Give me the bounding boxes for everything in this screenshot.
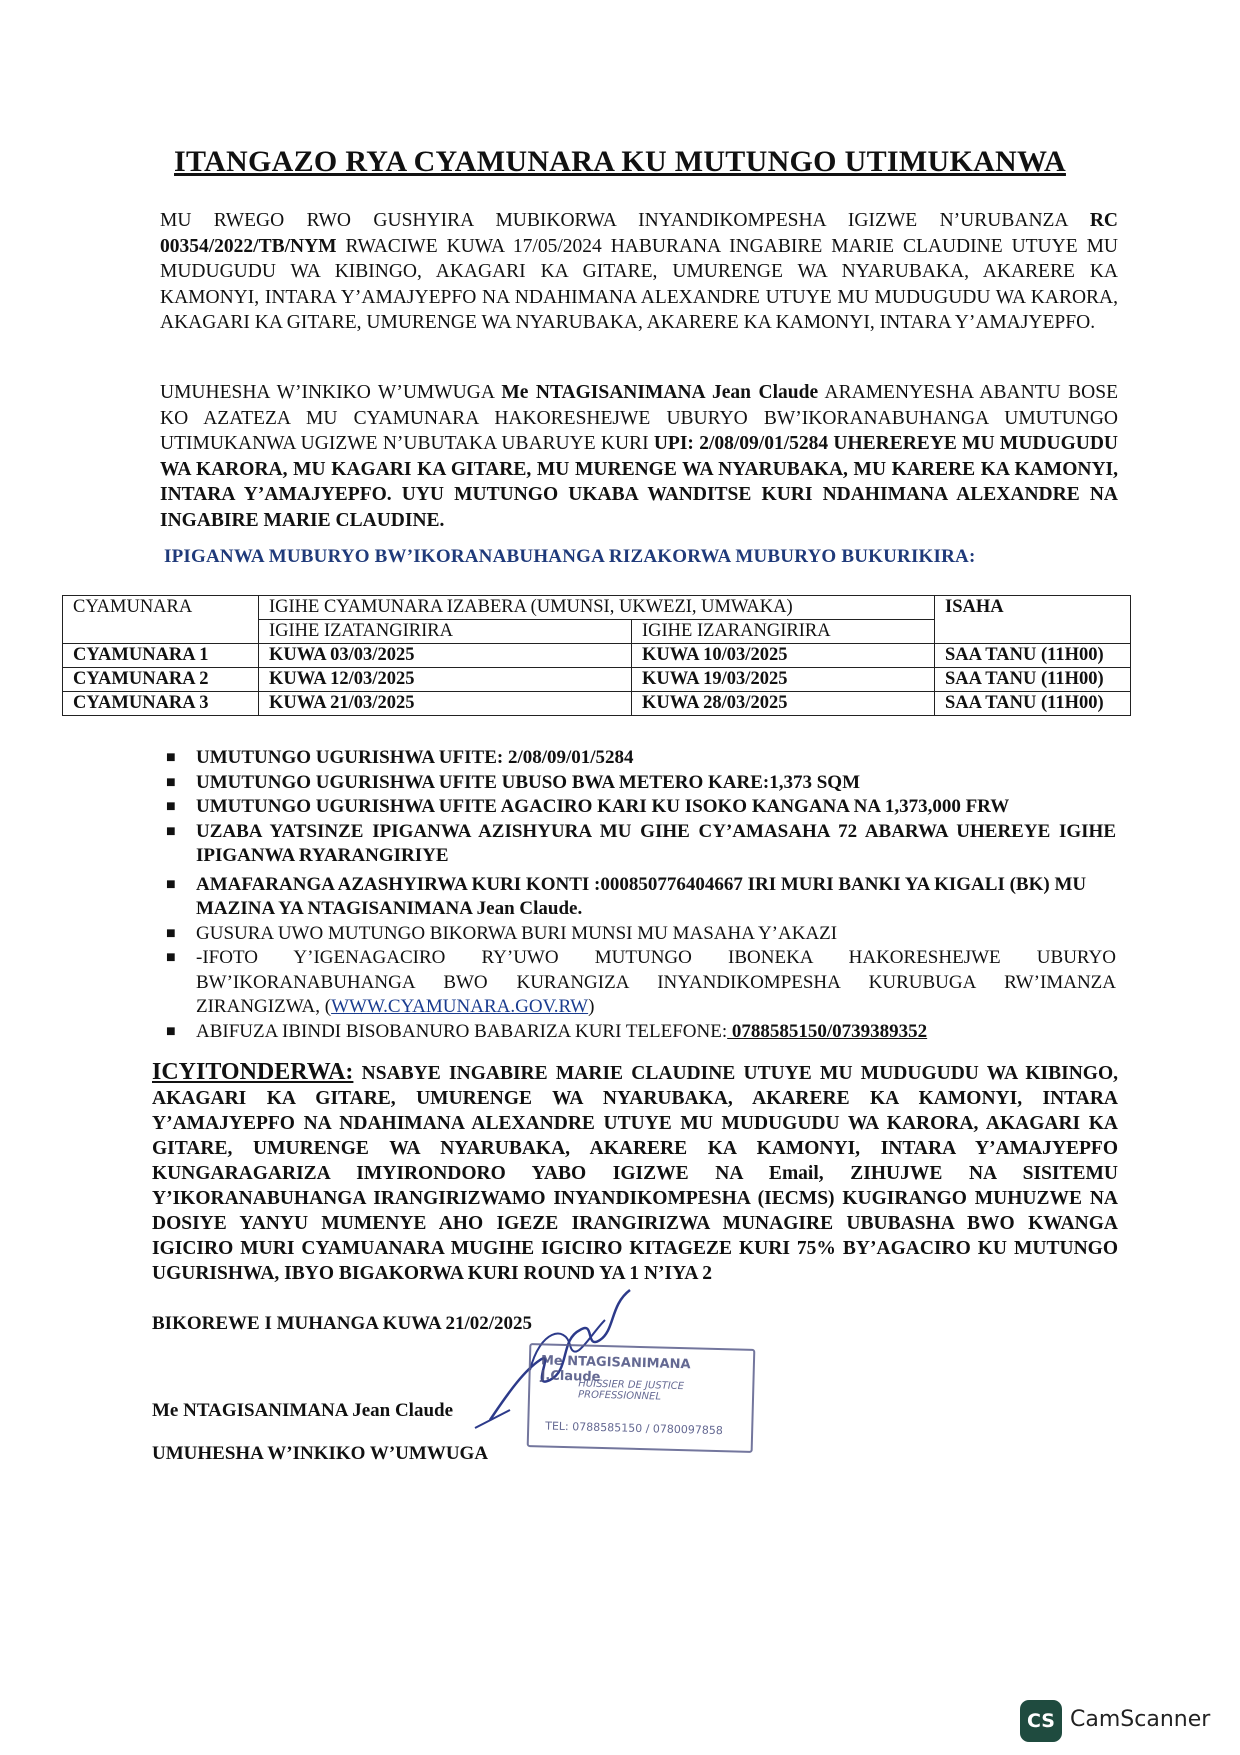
list-item xyxy=(166,771,1116,796)
announcement-paragraph xyxy=(160,380,1118,533)
stamp-phone: TEL: 0788585150 / 0780097858 xyxy=(545,1419,724,1438)
auction-schedule-table xyxy=(62,595,1131,716)
auction-start: KUWA 12/03/2025 xyxy=(259,668,632,692)
announcement-text-1: UMUHESHA W’INKIKO W’UMWUGA xyxy=(160,382,494,403)
auction-heading: IPIGANWA MUBURYO BW’IKORANABUHANGA RIZAKORWA MUBURYO BUKURIKIRA: xyxy=(164,546,976,567)
auction-name: CYAMUNARA 1 xyxy=(63,644,259,668)
intro-text-2: RWACIWE KUWA 17/05/2024 HABURANA INGABIRE MARIE CLAUDINE UTUYE MU MUDUGUDU WA KIBINGO, AKAGARI KA GITARE, UMURENGE WA NYARUBAKA, AKARERE KA KAMONYI, INTARA Y’AMAJYEPFO NA NDAHIMANA ALEXANDRE UTUYE MU MUDUGUDU WA KARORA, AKAGARI KA GITARE, UMURENGE WA NYARUBAKA, AKARERE KA KAMONYI, INTARA Y’AMAJYEPFO. xyxy=(160,235,1119,333)
list-item-text: ) xyxy=(588,996,595,1017)
auction-end: KUWA 28/03/2025 xyxy=(632,692,935,716)
bailiff-name: Me NTAGISANIMANA Jean Claude xyxy=(501,382,819,403)
auction-name: CYAMUNARA 3 xyxy=(63,692,259,716)
property-details-list xyxy=(166,746,1116,1044)
list-item xyxy=(166,922,1116,947)
list-item-text: GUSURA UWO MUTUNGO BIKORWA BURI MUNSI MU MASAHA Y’AKAZI xyxy=(196,922,838,944)
official-stamp xyxy=(527,1343,756,1453)
intro-text-1: MU RWEGO RWO GUSHYIRA MUBIKORWA INYANDIKOMPESHA IGIZWE N’URUBANZA xyxy=(160,210,1068,231)
bullet-icon: ■ xyxy=(166,875,176,893)
list-item xyxy=(166,746,1116,771)
header-start: IGIHE IZATANGIRIRA xyxy=(259,620,632,644)
document-title: ITANGAZO RYA CYAMUNARA KU MUTUNGO UTIMUKANWA xyxy=(174,145,1066,178)
stamp-name: Me NTAGISANIMANA J.Claude xyxy=(540,1353,691,1385)
list-item xyxy=(166,795,1116,820)
bullet-icon: ■ xyxy=(166,773,176,791)
list-item xyxy=(166,1020,1116,1045)
bullet-icon: ■ xyxy=(166,924,176,942)
stamp-role: HUISSIER DE JUSTICE PROFESSIONNEL xyxy=(577,1378,685,1403)
auction-time: SAA TANU (11H00) xyxy=(935,668,1131,692)
list-item-text: AMAFARANGA AZASHYIRWA KURI KONTI :000850776404667 IRI MURI BANKI YA KIGALI (BK) MU MAZINA YA NTAGISANIMANA Jean Claude. xyxy=(196,873,1087,919)
list-item-text: UZABA YATSINZE IPIGANWA AZISHYURA MU GIHE CY’AMASAHA 72 ABARWA UHEREYE IGIHE IPIGANWA RYARANGIRIYE xyxy=(196,820,1116,866)
announcement-text-2: ARAMENYESHA ABANTU BOSE KO AZATEZA MU CYAMUNARA HAKORESHEJWE UBURYO BW’IKORANABUHANGA UMUTUNGO UTIMUKANWA UGIZWE N’UBUTAKA UBARUYE KURI xyxy=(160,382,1118,454)
bullet-icon: ■ xyxy=(166,822,176,840)
list-item-text: UMUTUNGO UGURISHWA UFITE: 2/08/09/01/5284 xyxy=(196,747,634,768)
table-header-row xyxy=(63,596,1131,620)
notice-body: NSABYE INGABIRE MARIE CLAUDINE UTUYE MU MUDUGUDU WA KIBINGO, AKAGARI KA GITARE, UMURENGE WA NYARUBAKA, AKARERE KA KAMONYI, INTARA Y’AMAJYEPFO NA NDAHIMANA ALEXANDRE UTUYE MU MUDUGUDU WA KARORA, AKAGARI KA GITARE, UMURENGE WA NYARUBAKA, AKARERE KA KAMONYI, INTARA Y’AMAJYEPFO KUNGARAGARIZA IMYIRONDORO YABO IGIZWE NA Email, ZIHUJWE NA SISITEMU Y’IKORANABUHANGA IRANGIRIZWAMO INYANDIKOMPESHA (IECMS) KUGIRANGO MUHUZWE NA DOSIYE YANYU MUMENYE AHO IGEZE IRANGIRIZWA MUNAGIRE UBUBASHA BWO KWANGA IGICIRO MURI CYAMUANARA MUGIHE IGICIRO KITAGEZE KURI 75% BY’AGACIRO KU MUTUNGO UGURISHWA, IBYO BIGAKORWA KURI ROUND YA 1 N’IYA 2 xyxy=(152,1063,1118,1284)
table-row xyxy=(63,668,1131,692)
auction-time: SAA TANU (11H00) xyxy=(935,644,1131,668)
intro-paragraph xyxy=(160,208,1118,336)
notice-paragraph xyxy=(152,1060,1118,1286)
case-number: RC 00354/2022/TB/NYM xyxy=(160,210,1119,257)
auction-start: KUWA 21/03/2025 xyxy=(259,692,632,716)
list-item-text: UMUTUNGO UGURISHWA UFITE UBUSO BWA METERO KARE:1,373 SQM xyxy=(196,771,861,793)
auction-end: KUWA 10/03/2025 xyxy=(632,644,935,668)
bullet-icon: ■ xyxy=(166,949,176,966)
signed-place-date: BIKOREWE I MUHANGA KUWA 21/02/2025 xyxy=(152,1313,533,1334)
table-row xyxy=(63,644,1131,668)
auction-time: SAA TANU (11H00) xyxy=(935,692,1131,716)
signer-name: Me NTAGISANIMANA Jean Claude xyxy=(152,1400,454,1421)
list-item-text: -IFOTO Y’IGENAGACIRO RY’UWO MUTUNGO IBONEKA HAKORESHEJWE UBURYO BW’IKORANABUHANGA BWO KURANGIZA INYANDIKOMPESHA KURUBUGA RW’IMANZA ZIRANGIZWA, ( xyxy=(196,947,1116,1017)
auction-end: KUWA 19/03/2025 xyxy=(632,668,935,692)
bullet-icon: ■ xyxy=(166,749,176,766)
list-item xyxy=(166,873,1116,922)
auction-start: KUWA 03/03/2025 xyxy=(259,644,632,668)
header-time: ISAHA xyxy=(935,596,1131,644)
list-item xyxy=(166,946,1116,1020)
cyamunara-website-link[interactable]: WWW.CYAMUNARA.GOV.RW xyxy=(331,996,589,1017)
camscanner-label: CamScanner xyxy=(1070,1707,1211,1732)
bullet-icon: ■ xyxy=(166,798,176,815)
list-item-text: ABIFUZA IBINDI BISOBANURO BABARIZA KURI TELEFONE: xyxy=(196,1020,728,1042)
table-row xyxy=(63,692,1131,716)
list-item-text: UMUTUNGO UGURISHWA UFITE AGACIRO KARI KU ISOKO KANGANA NA 1,373,000 FRW xyxy=(196,796,1010,817)
header-auction: CYAMUNARA xyxy=(63,596,259,644)
upi-details: UPI: 2/08/09/01/5284 UHEREREYE MU MUDUGUDU WA KARORA, MU KAGARI KA GITARE, MU MURENGE WA NYARUBAKA, MU KARERE KA KAMONYI, INTARA Y’AMAJYEPFO. UYU MUTUNGO UKABA WANDITSE KURI NDAHIMANA ALEXANDRE NA INGABIRE MARIE CLAUDINE. xyxy=(160,433,1118,531)
header-end: IGIHE IZARANGIRIRA xyxy=(632,620,935,644)
auction-name: CYAMUNARA 2 xyxy=(63,668,259,692)
signer-title: UMUHESHA W’INKIKO W’UMWUGA xyxy=(152,1443,489,1464)
bullet-icon: ■ xyxy=(166,1022,176,1040)
header-period: IGIHE CYAMUNARA IZABERA (UMUNSI, UKWEZI, UMWAKA) xyxy=(259,596,935,620)
contact-phone: 0788585150/0739389352 xyxy=(727,1020,928,1042)
camscanner-logo-icon: CS xyxy=(1020,1700,1062,1742)
list-item xyxy=(166,820,1116,869)
notice-lead: ICYITONDERWA: xyxy=(152,1059,354,1085)
